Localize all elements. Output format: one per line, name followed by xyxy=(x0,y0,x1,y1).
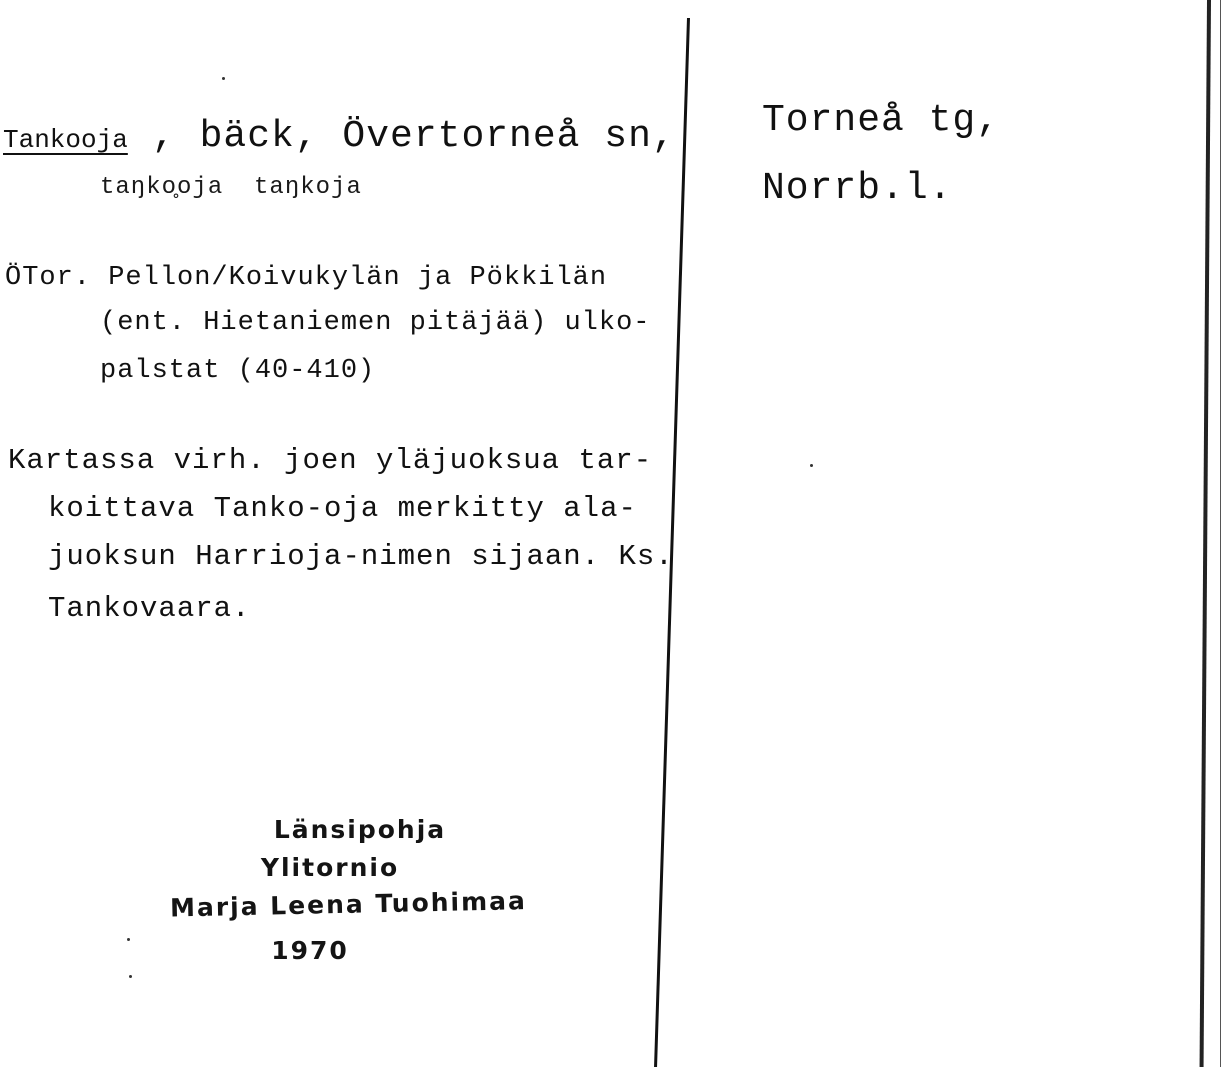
dust-speck xyxy=(810,464,813,467)
headword-description: , bäck, Övertorneå sn, xyxy=(152,115,676,158)
dust-speck xyxy=(129,975,132,978)
card-edge-thin-line xyxy=(1220,0,1221,1067)
region-line-2: Norrb.l. xyxy=(762,167,953,210)
note-line: Kartassa virh. joen yläjuoksua tar- xyxy=(8,444,653,477)
note-line: Tankovaara. xyxy=(48,592,251,625)
region-line-1: Torneå tg, xyxy=(762,99,1001,142)
stamp-municipality: Ylitornio xyxy=(260,853,400,882)
pronunciation: taŋko̥oja taŋkoja xyxy=(100,174,362,201)
headword: Tankooja xyxy=(3,125,128,155)
card-edge-line xyxy=(1200,0,1211,1067)
stamp-collector: Marja Leena Tuohimaa xyxy=(169,886,528,923)
location-line: palstat (40-410) xyxy=(100,356,376,386)
stamp-region: Länsipohja xyxy=(273,815,447,844)
dust-speck xyxy=(127,938,130,941)
note-line: koittava Tanko-oja merkitty ala- xyxy=(48,492,637,525)
location-line: (ent. Hietaniemen pitäjää) ulko- xyxy=(100,308,651,338)
dust-speck xyxy=(222,77,225,80)
note-line: juoksun Harrioja-nimen sijaan. Ks. xyxy=(48,540,674,573)
location-line: ÖTor. Pellon/Koivukylän ja Pökkilän xyxy=(5,263,608,293)
stamp-year: 1970 xyxy=(271,936,349,965)
